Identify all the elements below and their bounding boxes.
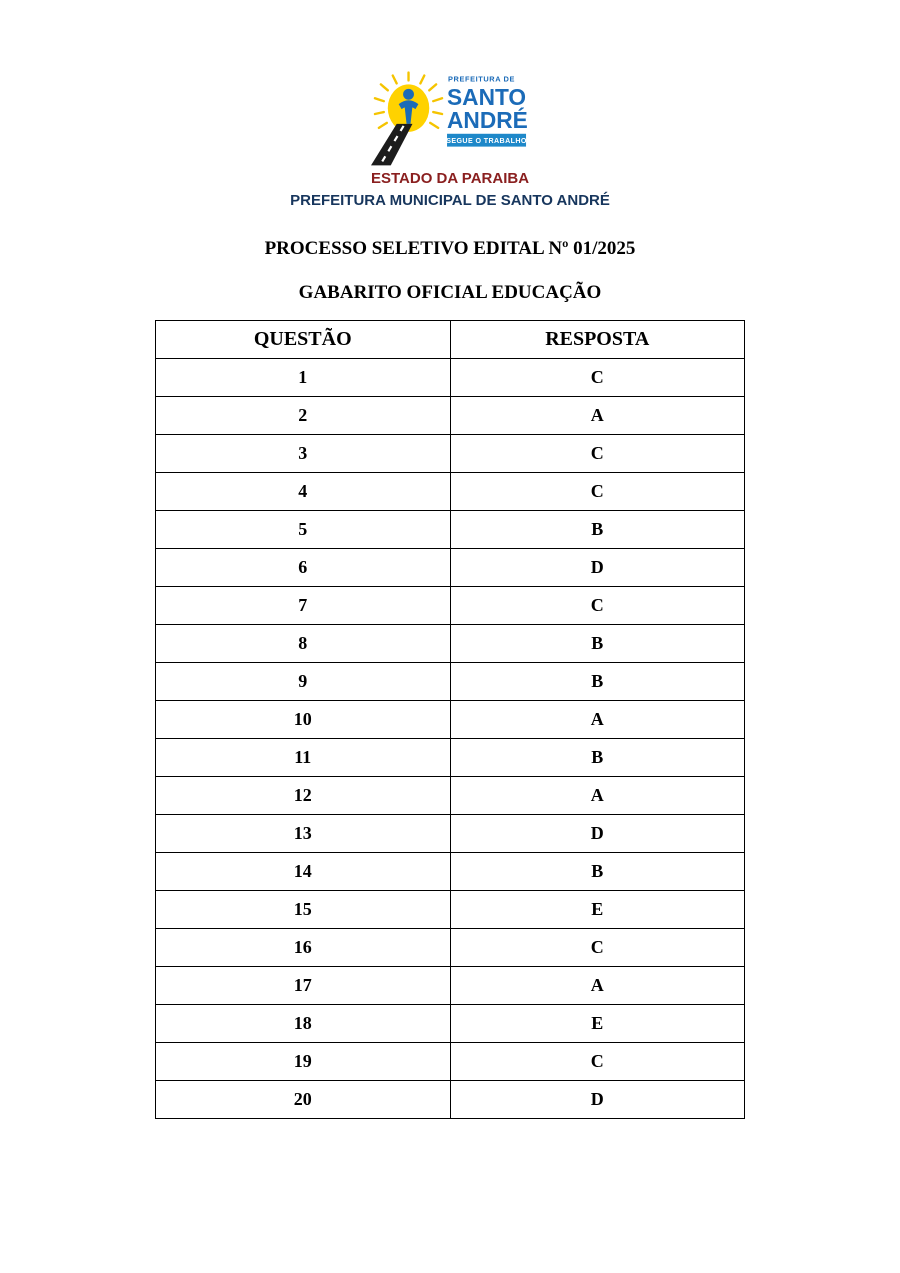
table-row (156, 624, 745, 662)
table-row (156, 472, 745, 510)
answer-cell: C (450, 928, 745, 966)
answer-cell: A (450, 966, 745, 1004)
answer-cell: B (450, 662, 745, 700)
table-row (156, 358, 745, 396)
answer-cell: C (450, 434, 745, 472)
question-cell: 2 (156, 396, 451, 434)
table-row (156, 966, 745, 1004)
question-cell: 20 (156, 1080, 451, 1118)
question-cell: 11 (156, 738, 451, 776)
answer-key-table (155, 320, 745, 1119)
answer-cell: D (450, 1080, 745, 1118)
question-cell: 12 (156, 776, 451, 814)
question-cell: 6 (156, 548, 451, 586)
answer-cell: C (450, 1042, 745, 1080)
table-row (156, 1042, 745, 1080)
answer-cell: D (450, 814, 745, 852)
table-row (156, 852, 745, 890)
header-row (156, 320, 745, 358)
answer-cell: A (450, 700, 745, 738)
question-cell: 8 (156, 624, 451, 662)
question-cell: 18 (156, 1004, 451, 1042)
answer-cell: D (450, 548, 745, 586)
table-row (156, 814, 745, 852)
answer-cell: B (450, 510, 745, 548)
answer-cell: A (450, 776, 745, 814)
document-title: PROCESSO SELETIVO EDITAL Nº 01/2025 (264, 237, 636, 259)
answer-cell: C (450, 586, 745, 624)
answer-table-body (156, 358, 745, 1118)
table-row (156, 890, 745, 928)
question-cell: 9 (156, 662, 451, 700)
table-row (156, 700, 745, 738)
table-row (156, 1004, 745, 1042)
table-row (156, 928, 745, 966)
municipality-line: PREFEITURA MUNICIPAL DE SANTO ANDRÉ (290, 191, 610, 209)
logo-top-text: PREFEITURA DE (448, 74, 515, 84)
question-cell: 13 (156, 814, 451, 852)
logo-name-line1: SANTO (447, 84, 527, 111)
table-row (156, 434, 745, 472)
question-cell: 14 (156, 852, 451, 890)
question-cell: 5 (156, 510, 451, 548)
question-cell: 15 (156, 890, 451, 928)
question-cell: 7 (156, 586, 451, 624)
table-row (156, 1080, 745, 1118)
table-row (156, 396, 745, 434)
answer-cell: C (450, 472, 745, 510)
answer-cell: B (450, 624, 745, 662)
question-cell: 3 (156, 434, 451, 472)
answer-column-header: RESPOSTA (450, 320, 745, 358)
table-row (156, 776, 745, 814)
logo (0, 0, 900, 166)
answer-cell: B (450, 738, 745, 776)
question-cell: 10 (156, 700, 451, 738)
question-cell: 17 (156, 966, 451, 1004)
state-line: ESTADO DA PARAIBA (370, 170, 530, 187)
question-cell: 4 (156, 472, 451, 510)
answer-cell: A (450, 396, 745, 434)
city-hall-logo (371, 66, 529, 166)
answer-cell: C (450, 358, 745, 396)
answer-cell: E (450, 1004, 745, 1042)
question-cell: 19 (156, 1042, 451, 1080)
table-row (156, 662, 745, 700)
question-column-header: QUESTÃO (156, 320, 451, 358)
question-cell: 16 (156, 928, 451, 966)
org-header (0, 168, 900, 212)
road-icon (371, 124, 412, 165)
logo-name-line2: ANDRÉ (447, 106, 528, 133)
document-subtitle: GABARITO OFICIAL EDUCAÇÃO (298, 281, 602, 303)
table-row (156, 548, 745, 586)
question-cell: 1 (156, 358, 451, 396)
answer-cell: E (450, 890, 745, 928)
answer-table-head (156, 320, 745, 358)
table-row (156, 510, 745, 548)
table-row (156, 738, 745, 776)
table-row (156, 586, 745, 624)
logo-tagline: SEGUE O TRABALHO (446, 137, 527, 146)
answer-cell: B (450, 852, 745, 890)
